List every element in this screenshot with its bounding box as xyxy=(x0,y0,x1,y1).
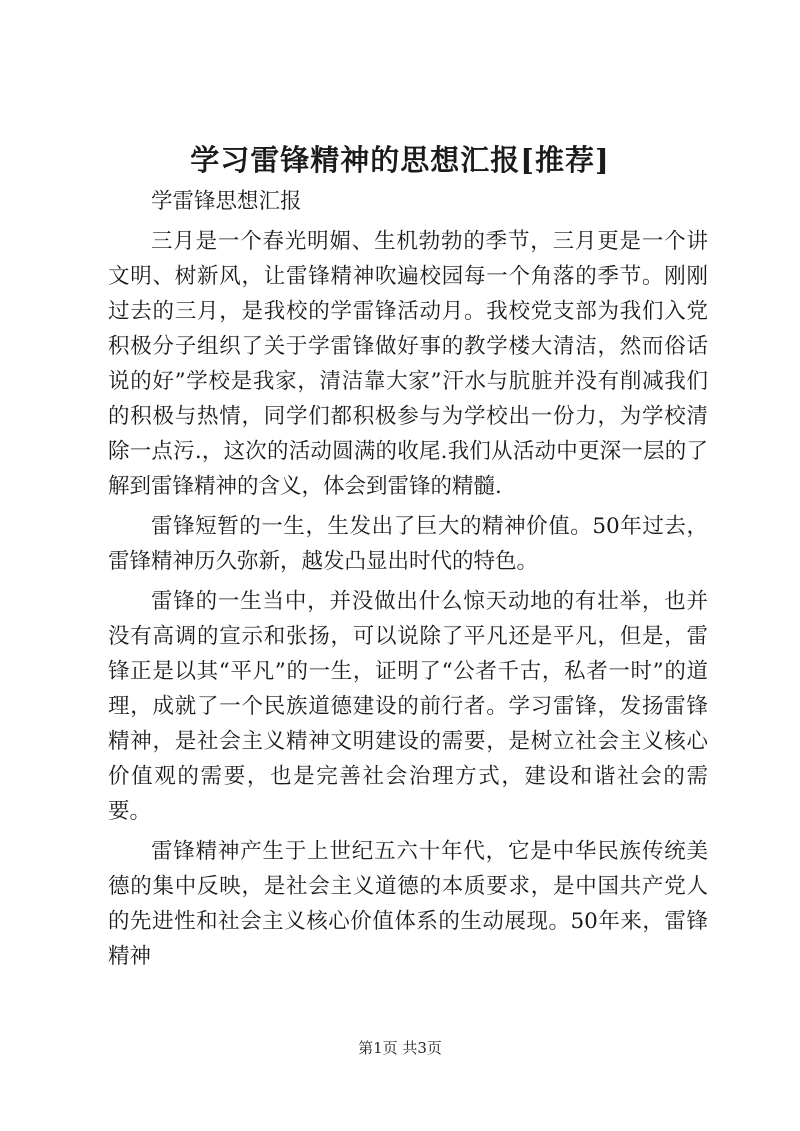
document-title: 学习雷锋精神的思想汇报[推荐] xyxy=(190,143,610,177)
paragraph-subtitle: 学雷锋思想汇报 xyxy=(151,189,302,214)
paragraph-4: 雷锋精神产生于上世纪五六十年代，它是中华民族传统美德的集中反映，是社会主义道德的本质要求，是中国共产党人的先进性和社会主义核心价值体系的生动展现。50年来，雷锋精神 xyxy=(108,839,708,969)
page-footer: 第1页 共3页 xyxy=(358,1039,442,1057)
paragraph-2: 雷锋短暂的一生，生发出了巨大的精神价值。50年过去，雷锋精神历久弥新，越发凸显出时代的特色。 xyxy=(108,514,708,574)
document-body xyxy=(108,184,708,979)
paragraph-3: 雷锋的一生当中，并没做出什么惊天动地的有壮举，也并没有高调的宣示和张扬，可以说除了平凡还是平凡，但是，雷锋正是以其“平凡”的一生，证明了“公者千古，私者一时”的道理，成就了一个民族道德建设的前行者。学习雷锋，发扬雷锋精神，是社会主义精神文明建设的需要，是树立社会主义核心价值观的需要，也是完善社会治理方式，建设和谐社会的需要。 xyxy=(108,589,708,824)
paragraph-1: 三月是一个春光明媚、生机勃勃的季节，三月更是一个讲文明、树新风，让雷锋精神吹遍校园每一个角落的季节。刚刚过去的三月，是我校的学雷锋活动月。我校党支部为我们入党积极分子组织了关于学雷锋做好事的教学楼大清洁，然而俗话说的好”学校是我家，清洁靠大家”汗水与肮脏并没有削减我们的积极与热情，同学们都积极参与为学校出一份力，为学校清除一点污.，这次的活动圆满的收尾.我们从活动中更深一层的了解到雷锋精神的含义，体会到雷锋的精髓. xyxy=(108,229,708,499)
